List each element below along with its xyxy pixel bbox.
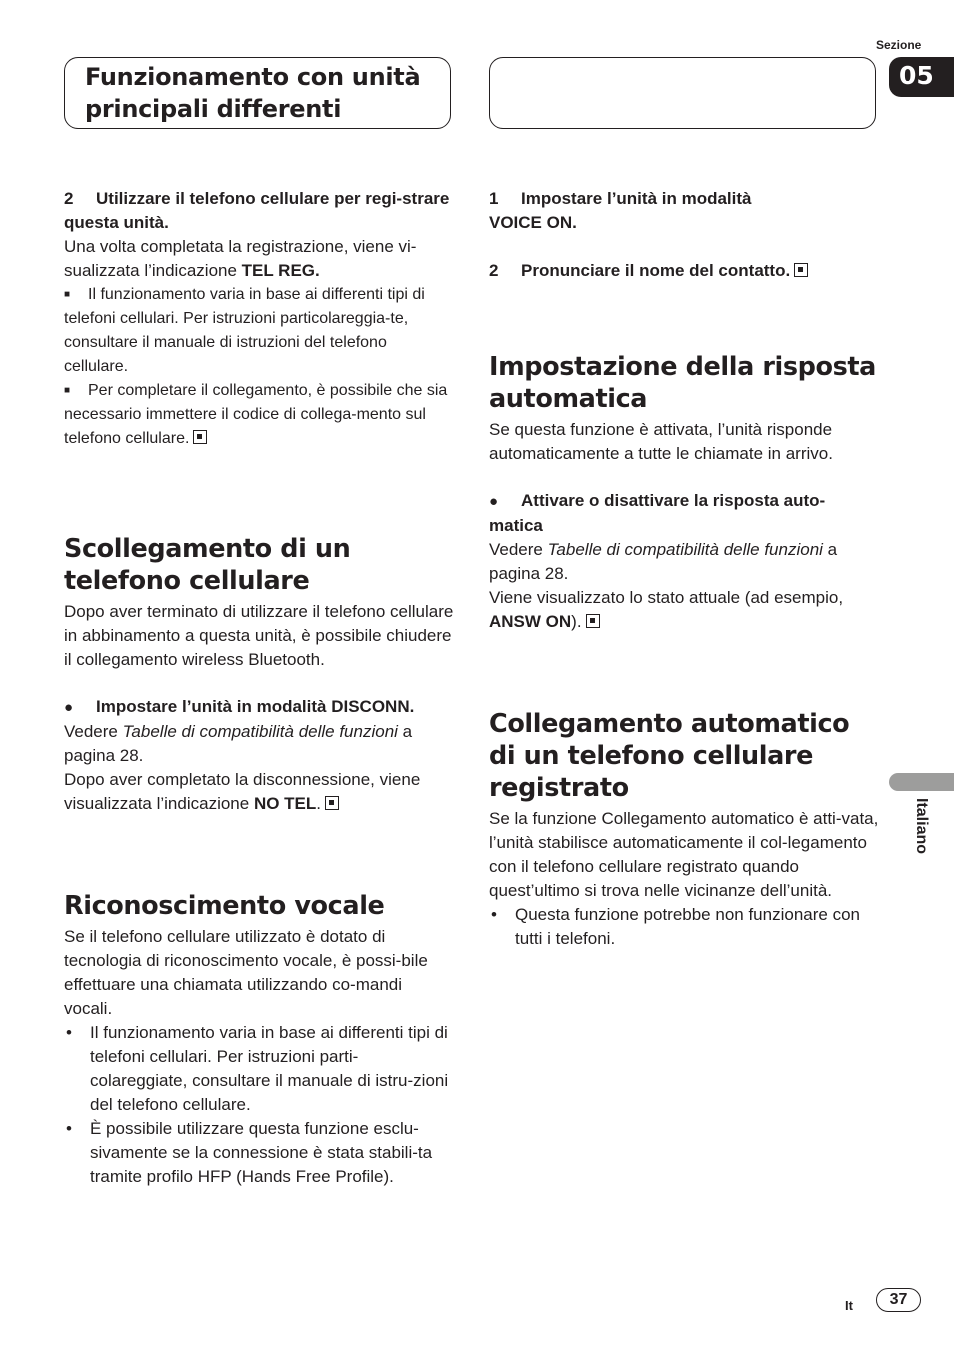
note-square-icon: ■: [64, 289, 71, 300]
auto-answer-body: Se questa funzione è attivata, l’unità risponde automaticamente a tutte le chiamate in arrivo.: [489, 420, 833, 463]
language-label: Italiano: [913, 798, 930, 855]
left-column: [64, 187, 454, 1189]
voice-bullet-2-text: È possibile utilizzare questa funzione esclu-sivamente se la connessione è stata stabili-ta tramite profilo HFP (Hands Free Profile).: [90, 1119, 433, 1186]
chapter-title: Funzionamento con unità principali differenti: [85, 63, 421, 123]
heading-voice: Riconoscimento vocale: [64, 891, 385, 921]
see-page: a pagina 28.: [489, 540, 838, 583]
end-mark-icon: [794, 263, 808, 277]
disconnect-step: [64, 695, 454, 720]
register-body-text: Una volta completata la registrazione, viene vi-sualizzata l’indicazione: [64, 237, 417, 280]
see-reference: Tabelle di compatibilità delle funzioni: [547, 540, 823, 559]
see-page: a pagina 28.: [64, 722, 413, 765]
step-text: Pronunciare il nome del contatto.: [521, 261, 791, 280]
disconnect-after-text: Dopo aver completato la disconnessione, viene visualizzata l’indicazione: [64, 770, 421, 813]
end-mark-icon: [193, 430, 207, 444]
section-number: 05: [899, 61, 934, 90]
see-text: Vedere: [489, 540, 548, 559]
heading-disconnect: Scollegamento di un telefono cellulare: [64, 534, 351, 596]
disconnect-see: [64, 720, 454, 768]
register-body: [64, 235, 454, 283]
step-register: [64, 187, 454, 235]
period: .: [316, 794, 322, 813]
bullet-icon: •: [66, 1023, 72, 1042]
blank-header-box: [489, 57, 876, 129]
bullet-dot-icon: ●: [489, 493, 499, 510]
voice-bullet-1: [64, 1021, 454, 1117]
step-text: Impostare l’unità in modalità VOICE ON.: [489, 189, 752, 232]
bullet-icon: •: [66, 1119, 72, 1138]
step-say-name: [489, 259, 879, 283]
auto-connect-body: Se la funzione Collegamento automatico è atti-vata, l’unità stabilisce automaticamente il col-legamento con il telefono cellulare registrato quando quest’ultimo si trova nelle vicinanze dell’unità.: [489, 809, 879, 900]
voice-bullet-2: [64, 1117, 454, 1189]
display-indicator: NO TEL: [253, 794, 317, 813]
footer-lang-code: It: [845, 1298, 853, 1313]
end-mark-icon: [586, 614, 600, 628]
bullet-icon: •: [491, 905, 497, 924]
note-2: [64, 379, 454, 451]
auto-answer-see: [489, 538, 879, 586]
auto-connect-bullet: [489, 903, 879, 951]
auto-connect-bullet-text: Questa funzione potrebbe non funzionare con tutti i telefoni.: [515, 905, 860, 948]
step-number: 1: [489, 189, 499, 208]
note-2-text: Per completare il collegamento, è possibile che sia necessario immettere il codice di collega-mento sul telefono cellulare.: [64, 382, 448, 447]
step-number: 2: [489, 261, 499, 280]
heading-auto-answer: Impostazione della risposta automatica: [489, 352, 876, 414]
voice-body: Se il telefono cellulare utilizzato è dotato di tecnologia di riconoscimento vocale, è possi-bile effettuare una chiamata utilizzando co-mandi vocali.: [64, 927, 428, 1018]
disconnect-step-text: Impostare l’unità in modalità DISCONN.: [96, 697, 415, 716]
auto-answer-status: [489, 586, 879, 634]
disconnect-after: [64, 768, 454, 816]
heading-auto-connect: Collegamento automatico di un telefono cellulare registrato: [489, 709, 850, 803]
note-1-text: Il funzionamento varia in base ai differenti tipi di telefoni cellulari. Per istruzioni particolareggia-te, consultare il manuale di istruzioni del telefono cellulare.: [64, 286, 425, 375]
right-column: [489, 187, 879, 951]
page-number: 37: [889, 1291, 908, 1308]
see-reference: Tabelle di compatibilità delle funzioni: [122, 722, 398, 741]
disconnect-body: Dopo aver terminato di utilizzare il telefono cellulare in abbinamento a questa unità, è possibile chiudere il collegamento wireless Bluetooth.: [64, 602, 454, 669]
note-square-icon: ■: [64, 385, 71, 396]
section-number-badge: [889, 57, 954, 97]
display-indicator: ANSW ON: [489, 612, 572, 631]
step-voice-on: [489, 187, 789, 235]
section-label: Sezione: [876, 38, 922, 52]
chapter-title-box: [64, 57, 451, 129]
auto-answer-step-text: Attivare o disattivare la risposta auto-matica: [489, 491, 826, 535]
end-mark-icon: [325, 796, 339, 810]
auto-answer-step: [489, 489, 879, 538]
status-text: Viene visualizzato lo stato attuale (ad esempio,: [489, 588, 844, 607]
voice-bullet-1-text: Il funzionamento varia in base ai differenti tipi di telefoni cellulari. Per istruzioni parti-colareggiate, consultare il manuale di istru-zioni del telefono cellulare.: [90, 1023, 449, 1114]
page-number-badge: [876, 1288, 921, 1312]
step-text: Utilizzare il telefono cellulare per regi-strare questa unità.: [64, 189, 450, 232]
bullet-dot-icon: ●: [64, 699, 74, 716]
step-number: 2: [64, 189, 74, 208]
see-text: Vedere: [64, 722, 123, 741]
note-1: [64, 283, 454, 379]
language-tab: [889, 773, 954, 791]
status-end: ).: [571, 612, 582, 631]
display-indicator: TEL REG.: [241, 261, 320, 280]
